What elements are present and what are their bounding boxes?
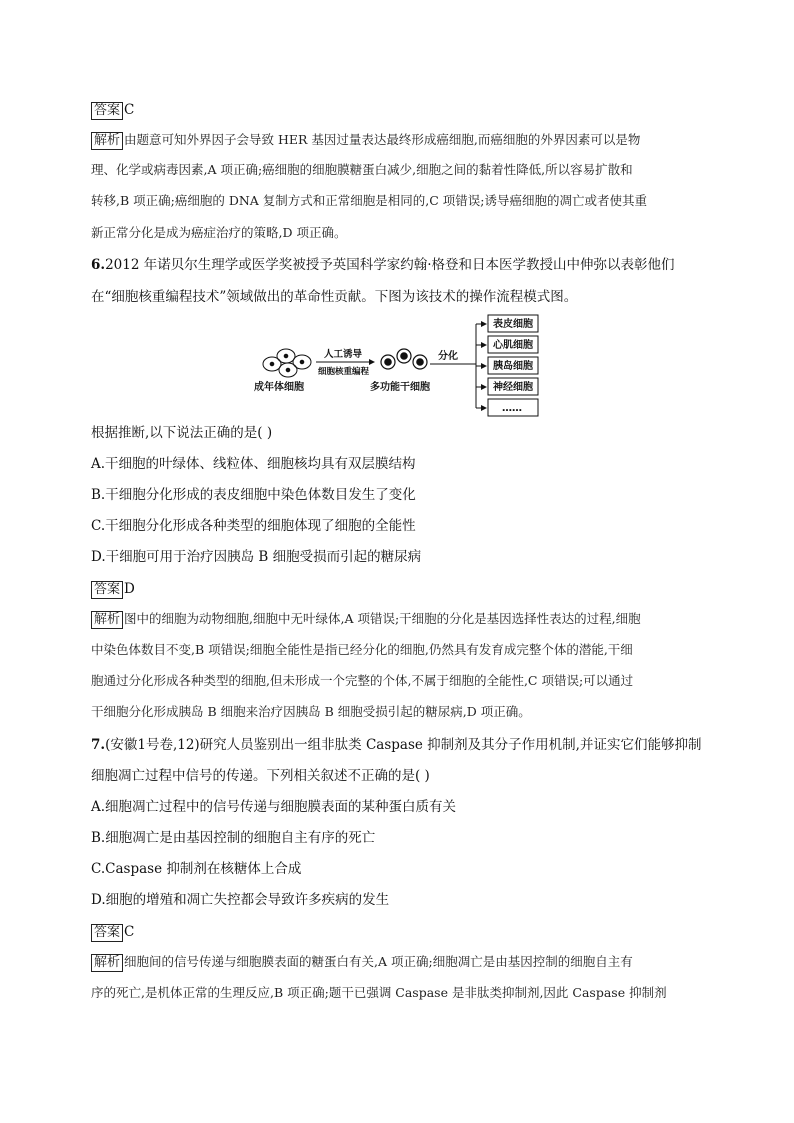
analysis-line: 新正常分化是成为癌症治疗的策略,D 项正确。 xyxy=(91,225,347,240)
option-c: C.Caspase 抑制剂在核糖体上合成 xyxy=(91,861,302,877)
analysis-line: 理、化学或病毒因素,A 项正确;癌细胞的细胞膜糖蛋白减少,细胞之间的黏着性降低,所以容易扩散和 xyxy=(91,162,633,177)
output-label: 心肌细胞 xyxy=(493,340,533,351)
question-stem: 根据推断,以下说法正确的是( ) xyxy=(91,425,273,441)
option-b: B.细胞凋亡是由基因控制的细胞自主有序的死亡 xyxy=(91,830,376,846)
output-label: 胰岛细胞 xyxy=(493,361,533,372)
output-label: 表皮细胞 xyxy=(493,319,533,330)
answer-tag: 答案 xyxy=(91,102,123,120)
question-6-line: 6.2012 年诺贝尔生理学或医学奖被授予英国科学家约翰·格登和日本医学教授山中伸弥以表彰他们 xyxy=(91,257,675,273)
analysis-line: 胞通过分化形成各种类型的细胞,但未形成一个完整的个体,不属于细胞的全能性,C 项错误;可以通过 xyxy=(91,673,634,688)
answer-tag: 答案 xyxy=(91,581,123,599)
question-7-line: 7.(安徽1号卷,12)研究人员鉴别出一组非肽类 Caspase 抑制剂及其分子作用机制,并证实它们能够抑制 xyxy=(91,737,702,753)
arrow-bottom-label: 细胞核重编程 xyxy=(318,367,370,377)
answer-row xyxy=(91,100,706,120)
question-number: 6. xyxy=(91,257,106,273)
stem-cells-drawing xyxy=(381,349,427,369)
analysis-line: 中染色体数目不变,B 项错误;细胞全能性是指已经分化的细胞,仍然具有发育成完整个体的潜能,干细 xyxy=(91,642,633,657)
analysis-line: 解析 图中的细胞为动物细胞,细胞中无叶绿体,A 项错误;干细胞的分化是基因选择性表达的过程,细胞 xyxy=(91,610,706,629)
answer-value: C xyxy=(124,924,135,940)
output-label: …… xyxy=(502,403,522,414)
analysis-line: 转移,B 项正确;癌细胞的 DNA 复制方式和正常细胞是相同的,C 项错误;诱导癌细胞的凋亡或者使其重 xyxy=(91,193,648,208)
analysis-line: 解析 细胞间的信号传递与细胞膜表面的糖蛋白有关,A 项正确;细胞凋亡是由基因控制的细胞自主有 xyxy=(91,953,706,972)
option-a: A.干细胞的叶绿体、线粒体、细胞核均具有双层膜结构 xyxy=(91,456,416,472)
option-a: A.细胞凋亡过程中的信号传递与细胞膜表面的某种蛋白质有关 xyxy=(91,799,457,815)
flow-diagram xyxy=(250,312,550,420)
answer-value: C xyxy=(124,102,135,118)
analysis-tag: 解析 xyxy=(91,132,123,150)
answer-row xyxy=(91,922,706,942)
answer-value: D xyxy=(124,581,135,597)
question-6-line: 在“细胞核重编程技术”领域做出的革命性贡献。下图为该技术的操作流程模式图。 xyxy=(91,289,578,305)
branch-label: 分化 xyxy=(438,351,458,362)
option-b: B.干细胞分化形成的表皮细胞中染色体数目发生了变化 xyxy=(91,487,416,503)
analysis-tag: 解析 xyxy=(91,611,123,629)
option-d: D.细胞的增殖和凋亡失控都会导致许多疾病的发生 xyxy=(91,892,390,908)
analysis-tag: 解析 xyxy=(91,954,123,972)
stem-cell-label: 多功能干细胞 xyxy=(370,382,430,393)
option-d: D.干细胞可用于治疗因胰岛 B 细胞受损而引起的糖尿病 xyxy=(91,549,422,565)
answer-row xyxy=(91,579,706,599)
analysis-line: 解析 由题意可知外界因子会导致 HER 基因过量表达最终形成癌细胞,而癌细胞的外界因素可以是物 xyxy=(91,131,706,150)
analysis-line: 干细胞分化形成胰岛 B 细胞来治疗因胰岛 B 细胞受损引起的糖尿病,D 项正确。 xyxy=(91,704,531,719)
output-arrows xyxy=(476,324,486,408)
question-7-line: 细胞凋亡过程中信号的传递。下列相关叙述不正确的是( ) xyxy=(91,768,430,784)
option-c: C.干细胞分化形成各种类型的细胞体现了细胞的全能性 xyxy=(91,518,416,534)
question-number: 7. xyxy=(91,737,106,753)
source-cell-label: 成年体细胞 xyxy=(254,382,304,393)
answer-tag: 答案 xyxy=(91,924,123,942)
analysis-line: 序的死亡,是机体正常的生理反应,B 项正确;题干已强调 Caspase 是非肽类抑制剂,因此 Caspase 抑制剂 xyxy=(91,985,667,1000)
arrow-top-label: 人工诱导 xyxy=(324,349,363,360)
output-label: 神经细胞 xyxy=(493,382,533,393)
adult-cells-drawing xyxy=(263,349,311,377)
